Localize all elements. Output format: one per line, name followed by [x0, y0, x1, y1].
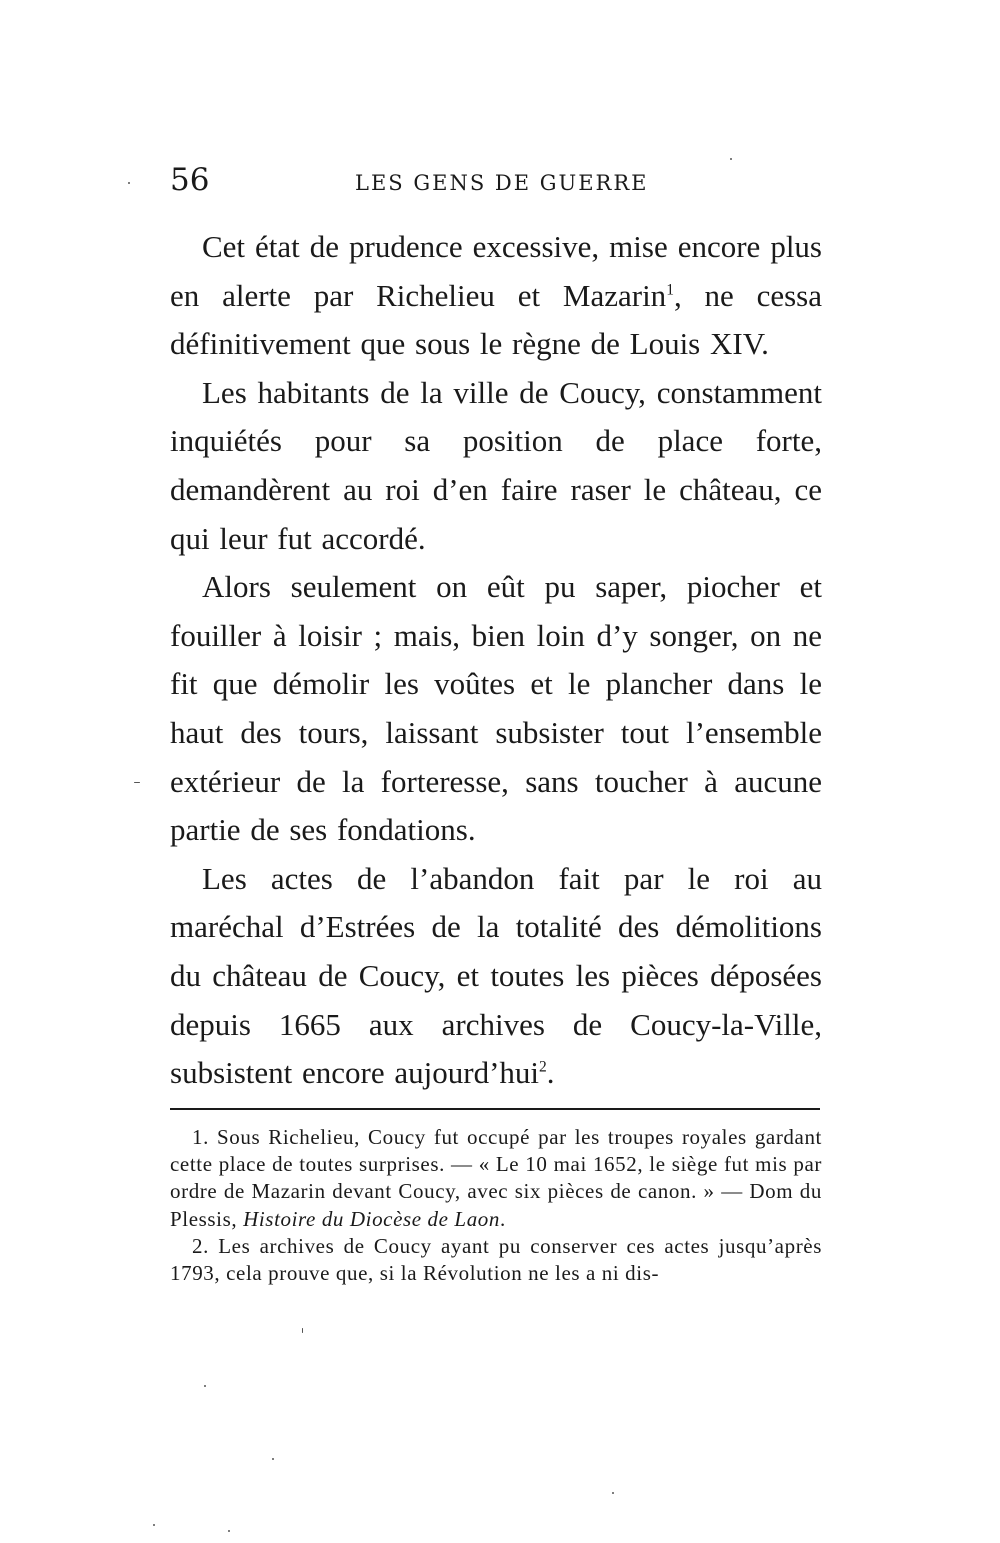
- running-head: LES GENS DE GUERRE: [355, 171, 649, 195]
- paragraph-text-continued: , ne cessa définitivement que sous le règne de Louis XIV.: [170, 277, 822, 362]
- paragraph-text: Les actes de l’abandon fait par le roi au maréchal d’Estrées de la totalité des démolitions du château de Coucy, et toutes les pièces déposées depuis 1665 aux archives de Coucy-la-Ville, subsistent encore aujourd’hui: [170, 860, 822, 1091]
- scan-speck: [128, 182, 130, 184]
- paragraph: [170, 855, 822, 1098]
- scan-speck: [153, 1524, 155, 1526]
- footnote-ref: 2: [539, 1058, 547, 1076]
- paragraph: [170, 223, 822, 369]
- body-text: [170, 223, 822, 1098]
- paragraph: [170, 369, 822, 563]
- scan-speck: [730, 158, 732, 160]
- scan-speck: [134, 782, 140, 783]
- paragraph-text: Alors seulement on eût pu saper, piocher et fouiller à loisir ; mais, bien loin d’y songer, on ne fit que démolir les voûtes et le plancher dans le haut des tours, laissant subsister tout l’ensemble extérieur de la forteresse, sans toucher à aucune partie de ses fondations.: [170, 569, 822, 848]
- footnote-title: Histoire du Diocèse de Laon: [243, 1206, 500, 1231]
- footnote: [170, 1233, 822, 1287]
- footnote-text: Les archives de Coucy ayant pu conserver ces actes jusqu’après 1793, cela prouve que, si la Révolution ne les a ni dis-: [170, 1233, 822, 1286]
- paragraph-text: Cet état de prudence excessive, mise encore plus en alerte par Richelieu et Mazarin: [170, 229, 822, 313]
- footnote: [170, 1124, 822, 1233]
- page-number: 56: [170, 162, 210, 198]
- footnote-divider: [170, 1108, 820, 1110]
- paragraph: [170, 563, 822, 855]
- scan-speck: [302, 1328, 303, 1333]
- footnote-number: 1.: [192, 1125, 209, 1149]
- scan-speck: [228, 1530, 230, 1532]
- paragraph-text: Les habitants de la ville de Coucy, constamment inquiétés pour sa position de place forte, demandèrent au roi d’en faire raser le château, ce qui leur fut accordé.: [170, 374, 822, 556]
- scan-speck: [612, 1492, 614, 1494]
- paragraph-text-continued: .: [546, 1055, 555, 1091]
- scan-speck: [272, 1458, 274, 1460]
- footnote-text-end: .: [500, 1206, 506, 1231]
- scan-speck: [204, 1385, 206, 1387]
- footnote-text: Sous Richelieu, Coucy fut occupé par les troupes royales gardant cette place de toutes surprises. — « Le 10 mai 1652, le siège fut mis par ordre de Mazarin devant Coucy, avec six pièces de canon. » — Dom du Plessis,: [170, 1125, 822, 1231]
- footnote-number: 2.: [192, 1233, 209, 1258]
- footnote-ref: 1: [666, 281, 674, 299]
- footnotes: [170, 1124, 822, 1287]
